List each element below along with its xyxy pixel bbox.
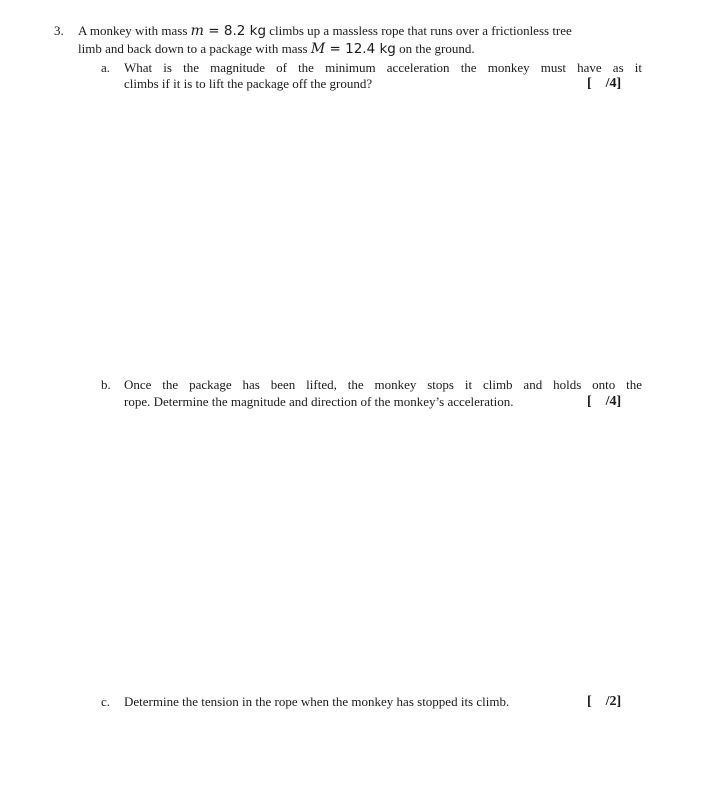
part-c-marks: [ /2]: [587, 694, 622, 709]
part-b-label: b.: [101, 377, 111, 392]
part-b-text-1: Once the package has been lifted, the monkey stops it climb and holds onto the: [124, 377, 642, 392]
part-c-label: c.: [101, 694, 111, 709]
stem-text-4: on the ground.: [395, 41, 475, 56]
part-a-line-2: climbs if it is to lift the package off the ground?: [124, 76, 373, 91]
mass-M-value: 12.4 kg: [345, 41, 396, 57]
question-stem-line-1: [78, 23, 644, 39]
stem-text-1: A monkey with mass: [78, 23, 191, 38]
part-b-line-1: [124, 377, 642, 393]
equals-sign-1: =: [203, 23, 224, 39]
part-a-line-1: [124, 60, 642, 76]
stem-text-2: climbs up a massless rope that runs over a frictionless tree: [266, 23, 572, 38]
part-a-text-1: What is the magnitude of the minimum acceleration the monkey must have as it: [124, 60, 642, 75]
part-c-line-1: Determine the tension in the rope when the monkey has stopped its climb.: [124, 694, 510, 709]
part-b-line-2: rope. Determine the magnitude and direction of the monkey’s acceleration.: [124, 394, 514, 409]
mass-m-symbol: m: [190, 23, 204, 39]
part-b-marks: [ /4]: [587, 394, 622, 409]
equals-sign-2: =: [325, 41, 346, 57]
stem-text-3: limb and back down to a package with mass: [78, 41, 311, 56]
question-stem-line-2: [78, 41, 644, 57]
question-number: 3.: [54, 23, 64, 38]
part-a-marks: [ /4]: [587, 76, 622, 91]
mass-M-symbol: M: [310, 41, 326, 57]
part-a-label: a.: [101, 60, 111, 75]
mass-m-value: 8.2 kg: [223, 23, 267, 39]
